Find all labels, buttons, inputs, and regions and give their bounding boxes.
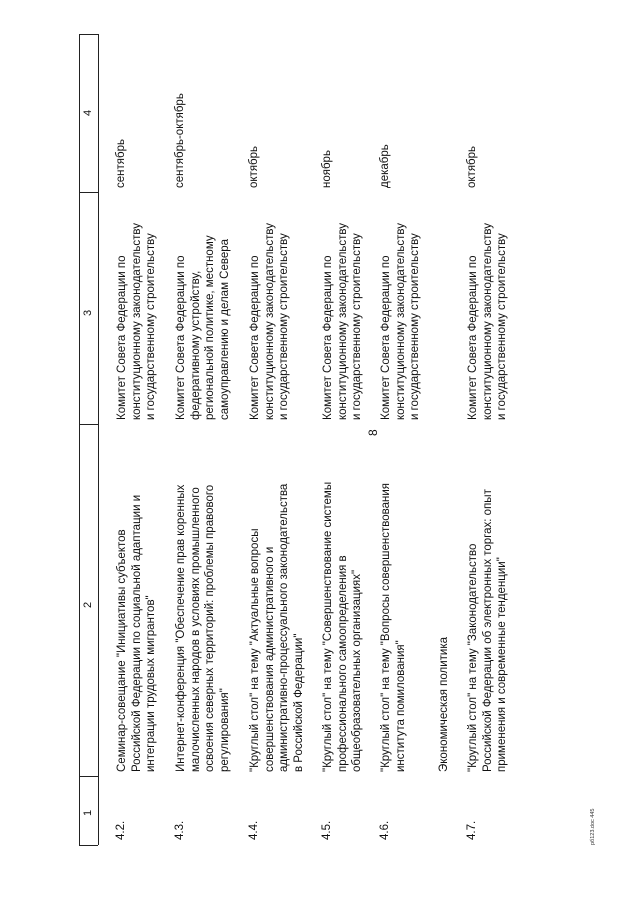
event-text: "Круглый стол" на тему "Вопросы совершенствования института помилования" [380, 483, 407, 772]
footer-code: рб123.doc 445 [590, 808, 596, 845]
row-number: 4.2. [115, 820, 127, 840]
table-border-bottom [79, 845, 98, 846]
responsible-text: Комитет Совета Федерации по конституционному законодательству и государственному строительству [116, 222, 158, 420]
row-number: 4.4. [248, 820, 260, 840]
row-number: 4.3. [174, 820, 186, 840]
row-number: 4.5. [321, 820, 333, 840]
date-text: ноябрь [321, 150, 333, 188]
row-number: 4.6. [379, 820, 391, 840]
table-border-left [79, 34, 80, 845]
column-separator-1-2 [79, 776, 98, 777]
date-text: декабрь [379, 144, 391, 188]
event-text: "Круглый стол" на тему "Законодательство Российской Федерации об электронных торгах: опыт применения и современные тенденции" [467, 489, 509, 772]
date-text: сентябрь [115, 139, 127, 188]
date-text: октябрь [248, 145, 260, 188]
event-text: Семинар-совещание "Инициативы субъектов Российской Федерации по социальной адаптации и интеграции трудовых мигрантов" [116, 494, 158, 772]
column-separator-3-4 [79, 192, 98, 193]
header-col-2: 2 [82, 601, 94, 608]
page-number: 8 [366, 429, 380, 436]
event-text: "Круглый стол" на тему "Совершенствование системы профессионального самоопределения в общеобразовательных организациях" [322, 481, 364, 772]
responsible-text: Комитет Совета Федерации по конституционному законодательству и государственному строительству [322, 222, 364, 420]
responsible-text: Комитет Совета Федерации по конституционному законодательству и государственному строительству [249, 222, 291, 420]
responsible-text: Комитет Совета Федерации по федеративному устройству, региональной политике, местному самоуправлению и делам Севера [175, 235, 231, 420]
table-header-separator [98, 34, 99, 845]
header-col-1: 1 [82, 809, 94, 816]
column-separator-2-3 [79, 424, 98, 425]
event-text: "Круглый стол" на тему "Актуальные вопросы совершенствования административного и административно-процессуального законодательства в Российской Федерации" [249, 483, 305, 772]
date-text: октябрь [466, 145, 478, 188]
table-border-top [79, 34, 98, 35]
date-text: сентябрь-октябрь [174, 93, 186, 188]
section-heading: Экономическая политика [438, 636, 450, 772]
responsible-text: Комитет Совета Федерации по конституционному законодательству и государственному строительству [467, 222, 509, 420]
event-text: Интернет-конференция "Обеспечение прав коренных малочисленных народов в условиях промышленного освоения северных территорий: проблемы правового регулирования" [175, 484, 231, 772]
header-col-3: 3 [82, 309, 94, 316]
header-col-4: 4 [82, 109, 94, 116]
row-number: 4.7. [466, 820, 478, 840]
responsible-text: Комитет Совета Федерации по конституционному законодательству и государственному строительству [380, 222, 422, 420]
